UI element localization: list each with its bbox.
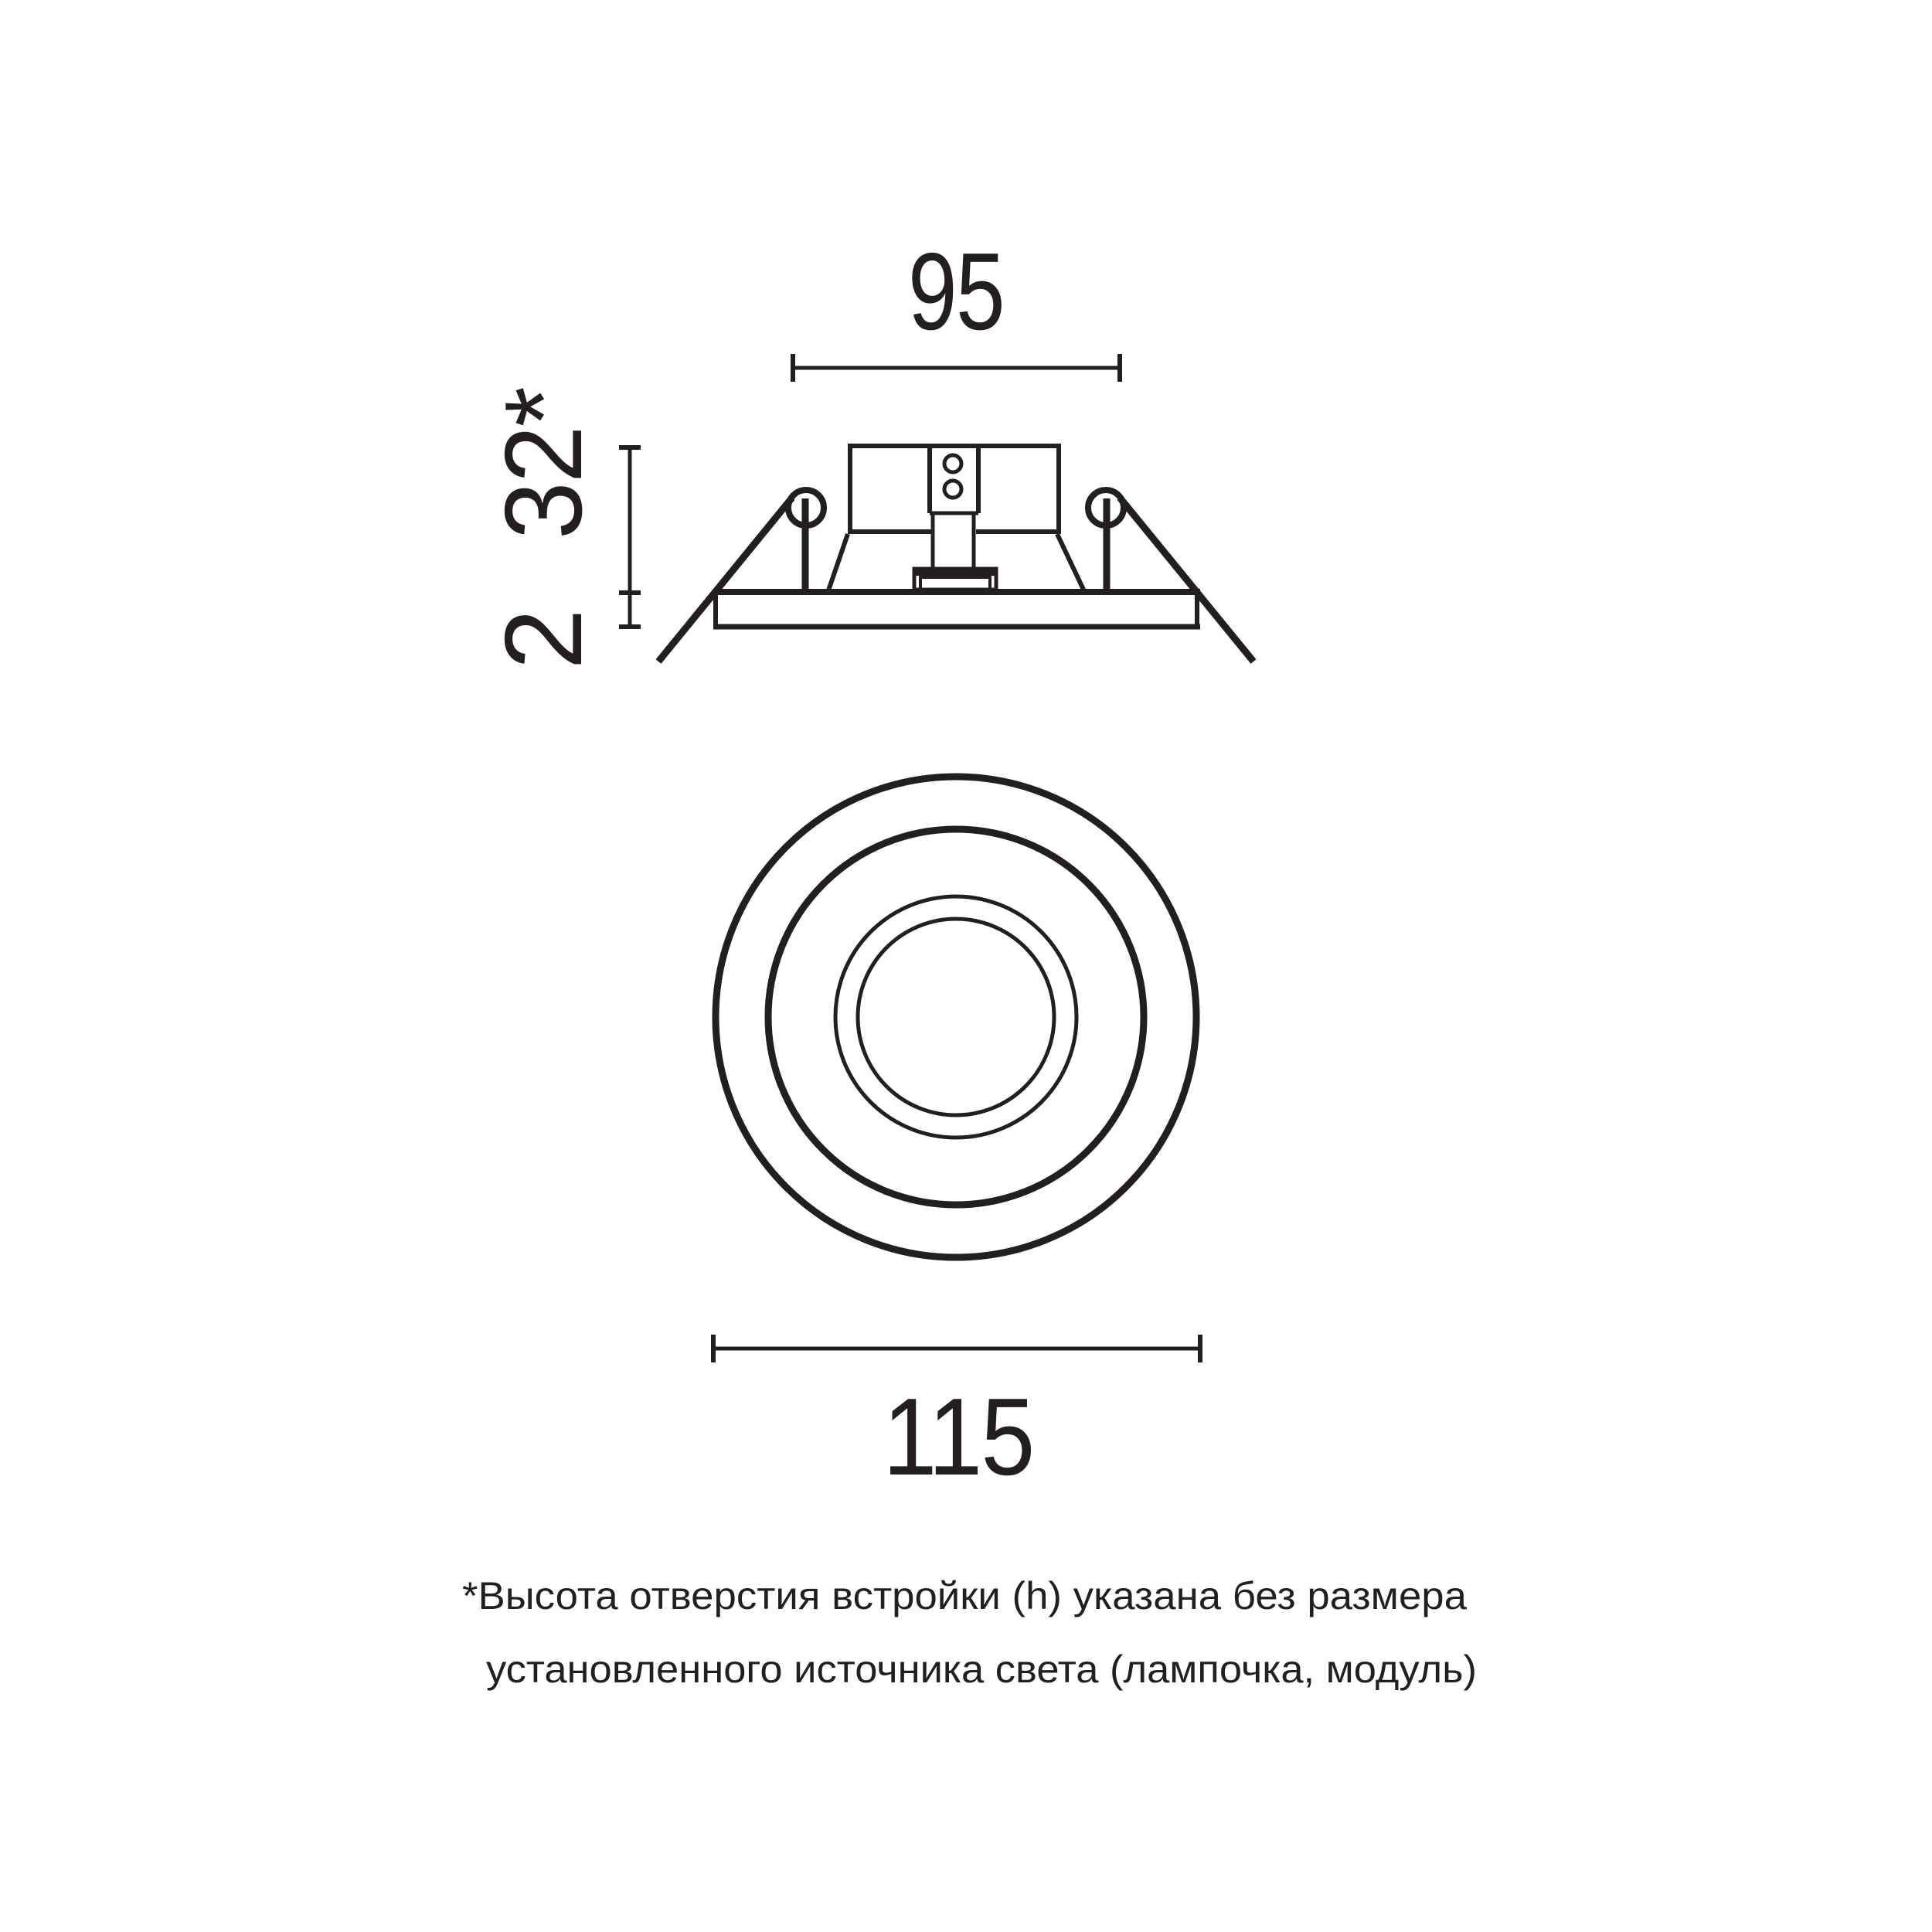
reflector-right-slope xyxy=(1057,534,1084,591)
reflector-cone xyxy=(828,534,1084,591)
dimension-overall-diameter xyxy=(713,1335,1200,1498)
screw-hole-upper-icon xyxy=(944,455,961,472)
dim-label-recess-depth: 32* xyxy=(482,379,605,539)
spring-arm-left xyxy=(658,498,792,662)
front-view xyxy=(716,777,1196,1257)
dim-label-cutout-width: 95 xyxy=(908,230,1004,353)
spring-clip-right xyxy=(1088,490,1253,662)
spring-arm-right xyxy=(1120,498,1253,662)
reflector-left-slope xyxy=(828,534,848,590)
lamp-opening-inner-ring xyxy=(858,919,1054,1115)
screw-hole-lower-icon xyxy=(944,481,961,498)
dimension-cutout-width xyxy=(793,230,1120,382)
side-view xyxy=(658,444,1253,662)
footnote-line-1: *Высота отверстия встройки (h) указана без размера xyxy=(462,1574,1468,1617)
terminal-block xyxy=(930,446,978,569)
lamp-holder-foot xyxy=(914,569,996,590)
trim-flange xyxy=(713,592,1200,627)
lamp-opening-outer-ring xyxy=(835,896,1077,1138)
dimension-height xyxy=(482,379,641,670)
footnote-line-2: установленного источника света (лампочка, модуль) xyxy=(486,1648,1477,1691)
trim-outer-ring xyxy=(716,777,1196,1257)
footnote xyxy=(462,1574,1477,1691)
dim-label-overall-diameter: 115 xyxy=(883,1376,1034,1498)
trim-inner-ring xyxy=(768,829,1144,1205)
dim-label-flange-height: 2 xyxy=(482,610,605,670)
spring-clip-left xyxy=(658,490,824,662)
